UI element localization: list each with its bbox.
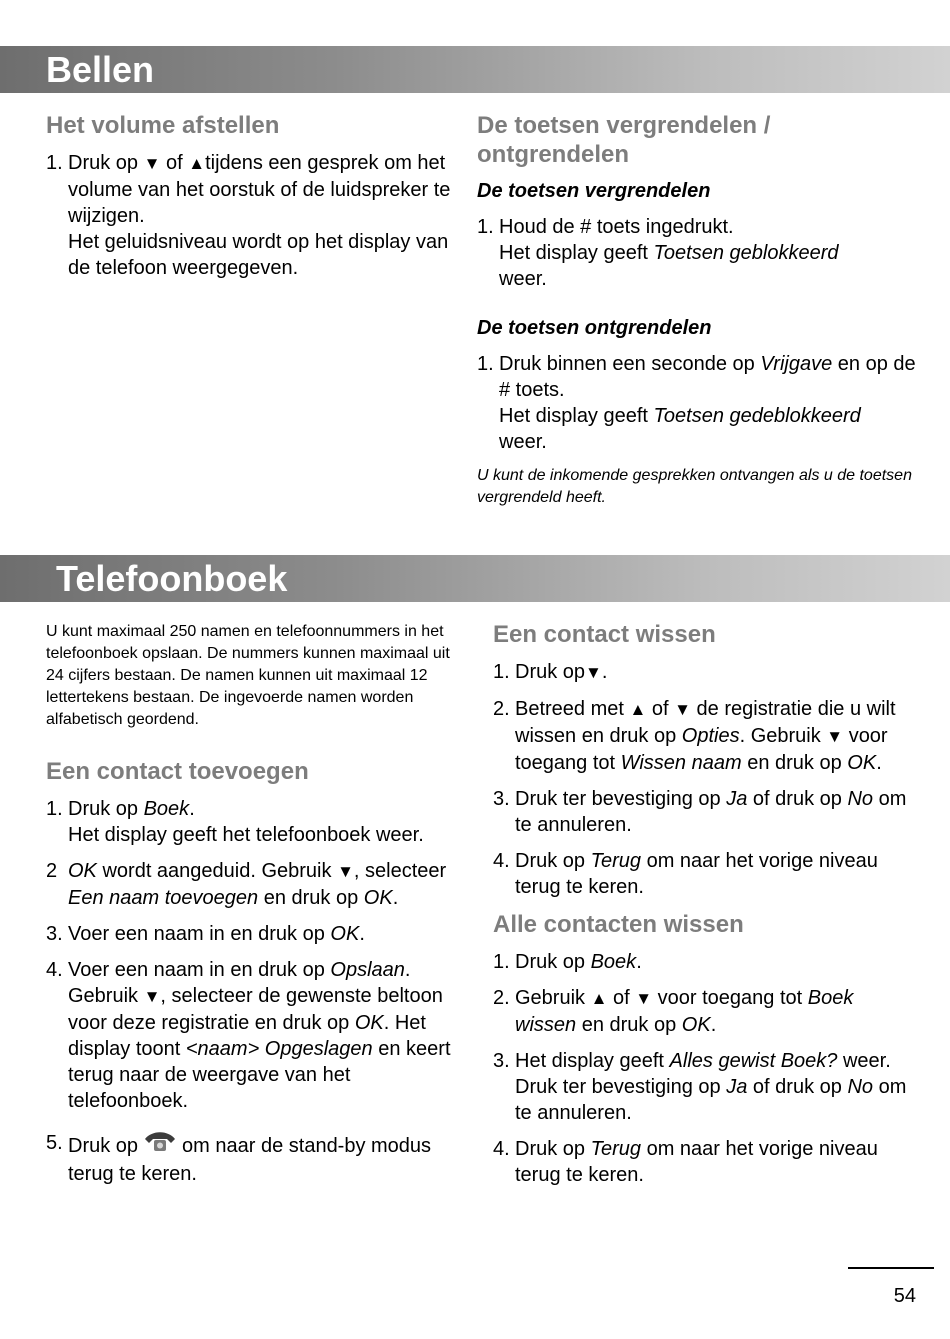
bellen-title: Bellen [46, 49, 155, 90]
list-item: 3. Druk ter bevestiging op Ja of druk op No om te annuleren. [493, 788, 907, 836]
list-item: 4. Druk op Terug om naar het vorige niveau terug te keren. [493, 1138, 878, 1186]
down-arrow-icon: ▼ [674, 700, 691, 719]
down-arrow-icon: ▼ [143, 987, 161, 1006]
up-arrow-icon: ▲ [188, 154, 206, 173]
down-arrow-icon: ▼ [635, 989, 653, 1008]
list-item: 1. Druk op Boek. [493, 951, 642, 973]
delete-all-heading: Alle contacten wissen [493, 911, 744, 938]
unlock-steps [477, 351, 917, 455]
list-item: 3. Het display geeft Alles gewist Boek? weer. Druk ter bevestiging op Ja of druk op No om te annuleren. [493, 1050, 907, 1124]
down-arrow-icon: ▼ [826, 727, 844, 746]
list-item: 4. Voer een naam in en druk op Opslaan. Gebruik ▼, selecteer de gewenste beltoon voor deze registratie en druk op OK. Het display toont <naam> Opgeslagen en keert terug naar de weergave van het telefoonboek. [46, 959, 451, 1112]
up-arrow-icon: ▲ [590, 989, 608, 1008]
volume-heading: Het volume afstellen [46, 112, 280, 139]
delete-all-steps [493, 949, 918, 1188]
lock-steps [477, 214, 917, 292]
unlock-subheading: De toetsen ontgrendelen [477, 317, 712, 339]
lock-note: U kunt de inkomende gesprekken ontvangen als u de toetsen vergrendeld heeft. [477, 467, 912, 506]
list-item: 1. Druk op▼. [493, 661, 608, 683]
footer-rule [848, 1267, 934, 1269]
list-item: 1. Druk op Boek. Het display geeft het telefoonboek weer. [46, 798, 424, 846]
volume-section [46, 111, 456, 299]
list-item: 2. Gebruik ▲ of ▼ voor toegang tot Boek wissen en druk op OK. [493, 987, 854, 1036]
list-item: 1. Druk binnen een seconde op Vrijgave en op de # toets. Het display geeft Toetsen gedeblokkeerd weer. [477, 353, 916, 453]
lock-heading: De toetsen vergrendelen / ontgrendelen [477, 112, 771, 168]
list-item: 3. Voer een naam in en druk op OK. [46, 923, 365, 945]
phonebook-right-column [493, 620, 918, 1206]
list-item: 5. Druk op om naar de stand-by modus terug te keren. [46, 1132, 432, 1185]
page-number: 54 [893, 1285, 916, 1307]
phone-handset-icon [142, 1130, 178, 1161]
add-contact-steps [46, 796, 464, 1187]
telefoonboek-title: Telefoonboek [56, 558, 288, 599]
down-arrow-icon: ▼ [337, 862, 354, 881]
volume-steps [46, 150, 456, 281]
up-arrow-icon: ▲ [629, 700, 647, 719]
phonebook-left-column [46, 621, 464, 1205]
telefoonboek-banner [0, 555, 950, 602]
list-item: 2 OK wordt aangeduid. Gebruik ▼, selecteer Een naam toevoegen en druk op OK. [46, 860, 447, 909]
bellen-banner [0, 46, 950, 93]
lock-section [477, 111, 917, 519]
list-item: 1. Druk op ▼ of ▲tijdens een gesprek om het volume van het oorstuk of de luidspreker te wijzigen. Het geluidsniveau wordt op het display van de telefoon weergegeven. [46, 152, 451, 279]
down-arrow-icon: ▼ [585, 663, 602, 682]
list-item: 4. Druk op Terug om naar het vorige niveau terug te keren. [493, 850, 878, 898]
lock-subheading: De toetsen vergrendelen [477, 180, 711, 202]
down-arrow-icon: ▼ [143, 154, 161, 173]
list-item: 1. Houd de # toets ingedrukt. Het display geeft Toetsen geblokkeerd weer. [477, 216, 839, 290]
add-contact-heading: Een contact toevoegen [46, 758, 309, 785]
list-item: 2. Betreed met ▲ of ▼ de registratie die u wilt wissen en druk op Opties. Gebruik ▼ voor toegang tot Wissen naam en druk op OK. [493, 698, 896, 774]
delete-contact-steps [493, 659, 918, 900]
phonebook-intro: U kunt maximaal 250 namen en telefoonnummers in het telefoonboek opslaan. De nummers kunnen maximaal uit 24 cijfers bestaan. De namen kunnen uit maximaal 12 lettertekens bestaan. De ingevoerde namen worden alfabetisch geordend. [46, 623, 450, 728]
delete-contact-heading: Een contact wissen [493, 621, 716, 648]
